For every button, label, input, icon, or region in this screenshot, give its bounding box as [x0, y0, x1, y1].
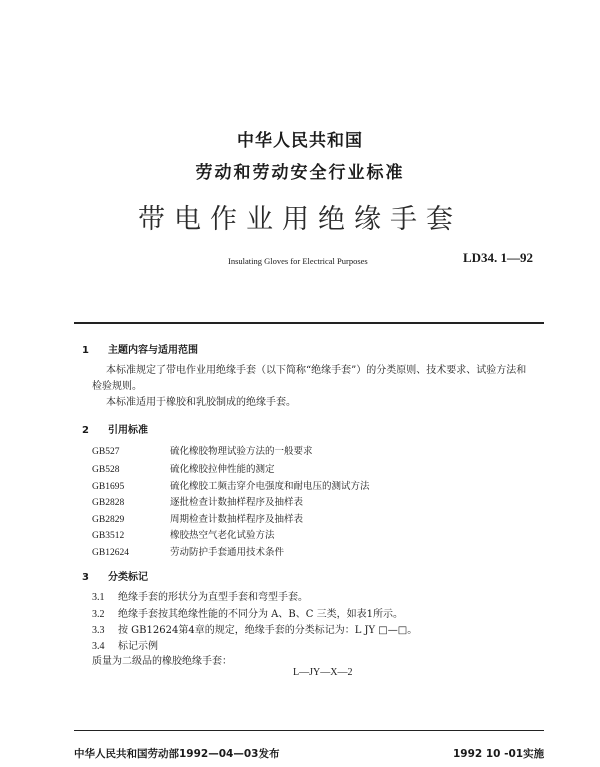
marking-formula: L—JY—X—2 — [293, 667, 353, 678]
effective-date: 1992 10 -01实施 — [453, 748, 545, 760]
section-2-heading: 2 引用标准 — [82, 425, 148, 436]
clause-3-4: 3.4 标记示例 — [92, 641, 158, 652]
document-title: 带电作业用绝缘手套 — [138, 204, 462, 235]
header-rule — [74, 322, 544, 324]
standard-row: GB12624 劳动防护手套通用技术条件 — [92, 547, 285, 558]
country-title: 中华人民共和国 — [237, 131, 363, 151]
issue-date: 中华人民共和国劳动部1992—04—03发布 — [74, 748, 280, 760]
clause-3-3: 3.3 按 GB12624第4章的规定，绝缘手套的分类标记为：L JY □—□。 — [92, 625, 418, 636]
section-3-heading: 3 分类标记 — [82, 572, 148, 583]
clause-3-2: 3.2 绝缘手套按其绝缘性能的不同分为 A、B、C 三类，如表1所示。 — [92, 609, 403, 620]
standard-row: GB528 硫化橡胶拉伸性能的测定 — [92, 464, 275, 475]
clause-3-1: 3.1 绝缘手套的形状分为直型手套和弯型手套。 — [92, 592, 308, 603]
standard-row: GB2828 逐批检查计数抽样程序及抽样表 — [92, 497, 304, 508]
standard-row: GB527 硫化橡胶物理试验方法的一般要求 — [92, 446, 313, 457]
english-title: Insulating Gloves for Electrical Purposes — [228, 256, 368, 266]
standard-row: GB1695 硫化橡胶工频击穿介电强度和耐电压的测试方法 — [92, 481, 370, 492]
example-text: 质量为二级品的橡胶绝缘手套： — [92, 656, 232, 667]
standard-row: GB2829 周期检查计数抽样程序及抽样表 — [92, 514, 304, 525]
standard-category: 劳动和劳动安全行业标准 — [195, 163, 405, 183]
standard-row: GB3512 橡胶热空气老化试验方法 — [92, 530, 275, 541]
section-1-body: 本标准规定了带电作业用绝缘手套（以下简称“绝缘手套”）的分类原则、技术要求、试验方法和 检验规则。 本标准适用于橡胶和乳胶制成的绝缘手套。 — [92, 365, 527, 408]
standard-code: LD34. 1—92 — [463, 250, 534, 265]
footer-rule — [74, 730, 544, 731]
section-1-heading: 1 主题内容与适用范围 — [82, 345, 198, 356]
